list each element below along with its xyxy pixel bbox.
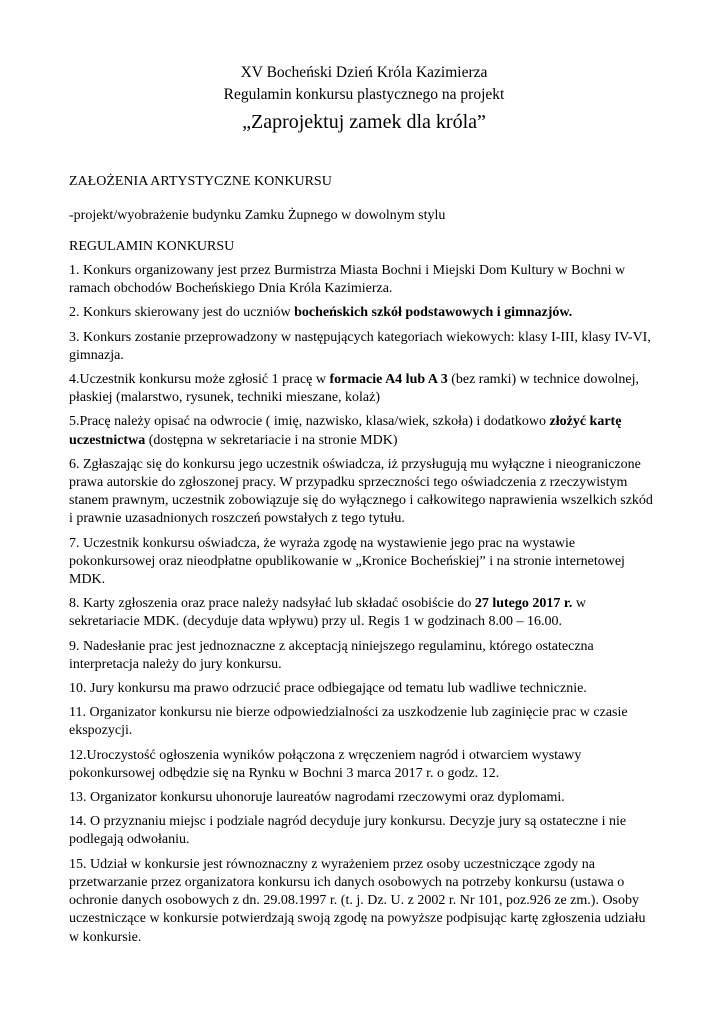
document-header xyxy=(69,62,659,136)
rule-8-text-end: w sekretariacie MDK. (decyduje data wpływu) przy ul. Regis 1 w godzinach 8.00 – 16.00. xyxy=(69,596,586,630)
document-page xyxy=(69,62,659,947)
rule-2 xyxy=(69,304,659,322)
rule-3: 3. Konkurs zostanie przeprowadzony w następujących kategoriach wiekowych: klasy I-III, klasy IV-VI, gimnazja. xyxy=(69,329,651,363)
rule-5-text-end: (dostępna w sekretariacie i na stronie MDK) xyxy=(145,432,398,448)
rule-11: 11. Organizator konkursu nie bierze odpowiedzialności za uszkodzenie lub zaginięcie prac w czasie ekspozycji. xyxy=(69,705,628,739)
rule-5-bold: złożyć kartę uczestnictwa xyxy=(69,414,622,448)
rule-13: 13. Organizator konkursu uhonoruje laureatów nagrodami rzeczowymi oraz dyplomami. xyxy=(69,790,565,806)
rule-1: 1. Konkurs organizowany jest przez Burmistrza Miasta Bochni i Miejski Dom Kultury w Bochni w ramach obchodów Bocheńskiego Dnia Króla Kazimierza. xyxy=(69,263,626,297)
rule-12: 12.Uroczystość ogłoszenia wyników połączona z wręczeniem nagród i otwarciem wystawy pokonkursowej odbędzie się na Rynku w Bochni 3 marca 2017 r. o godz. 12. xyxy=(69,747,582,781)
rule-14: 14. O przyznaniu miejsc i podziale nagród decyduje jury konkursu. Decyzje jury są ostateczne i nie podlegają odwołaniu. xyxy=(69,814,627,848)
rule-5 xyxy=(69,413,659,449)
rule-4-bold: formacie A4 lub A 3 xyxy=(329,372,448,388)
rule-9: 9. Nadesłanie prac jest jednoznaczne z akceptacją niniejszego regulaminu, którego ostateczna interpretacja należy do jury konkursu. xyxy=(69,638,594,672)
regulation-subtitle: Regulamin konkursu plastycznego na projekt xyxy=(223,86,505,103)
rules-heading: REGULAMIN KONKURSU xyxy=(69,239,235,254)
rule-10: 10. Jury konkursu ma prawo odrzucić prace odbiegające od tematu lub wadliwe technicznie. xyxy=(69,681,587,697)
rule-8-deadline: 27 lutego 2017 r. xyxy=(474,596,573,612)
rule-4-text-end: (bez ramki) w technice dowolnej, płaskiej (malarstwo, rysunek, techniki mieszane, kolaż) xyxy=(69,372,639,406)
rule-15: 15. Udział w konkursie jest równoznaczny z wyrażeniem przez osoby uczestniczące zgody na przetwarzanie przez organizatora konkursu ich danych osobowych na potrzeby konkursu (ustawa o ochronie danych osobowych z dn. 29.08.1997 r. (t. j. Dz. U. z 2002 r. Nr 101, poz.926 ze zm.). Osoby uczestniczące w konkursie potwierdzają swoją zgodę na powyższe podpisując kartę zgłoszenia udziału w konkursie. xyxy=(69,856,646,945)
artistic-assumptions-text: -projekt/wyobrażenie budynku Zamku Żupnego w dowolnym stylu xyxy=(69,208,446,223)
rule-5-text: 5.Pracę należy opisać na odwrocie ( imię, nazwisko, klasa/wiek, szkoła) i dodatkowo xyxy=(69,414,550,430)
rule-8-text: 8. Karty zgłoszenia oraz prace należy nadsyłać lub składać osobiście do xyxy=(69,596,475,612)
rule-2-text: 2. Konkurs skierowany jest do uczniów xyxy=(69,305,295,321)
rule-7: 7. Uczestnik konkursu oświadcza, że wyraża zgodę na wystawienie jego prac na wystawie pokonkursowej oraz nieodpłatne opublikowanie w „Kronice Bocheńskiej” i na stronie internetowej MDK. xyxy=(69,535,625,588)
contest-title: „Zaprojektuj zamek dla króla” xyxy=(242,111,486,133)
rule-6: 6. Zgłaszając się do konkursu jego uczestnik oświadcza, iż przysługują mu wyłączne i nieograniczone prawa autorskie do zgłoszonej pracy. W przypadku sprzeczności tego oświadczenia z rzeczywistym stanem prawnym, uczestnik zobowiązuje się do wyłącznego i całkowitego naprawienia wszelkich szkód i prawnie uzasadnionych roszczeń powstałych z tego tytułu. xyxy=(69,456,653,527)
rule-2-bold: bocheńskich szkół podstawowych i gimnazjów. xyxy=(294,305,573,321)
rule-8 xyxy=(69,595,659,631)
event-name: XV Bocheński Dzień Króla Kazimierza xyxy=(240,64,488,81)
rule-4 xyxy=(69,371,659,407)
rule-4-text: 4.Uczestnik konkursu może zgłosić 1 pracę w xyxy=(69,372,330,388)
artistic-assumptions-heading: ZAŁOŻENIA ARTYSTYCZNE KONKURSU xyxy=(69,174,332,189)
